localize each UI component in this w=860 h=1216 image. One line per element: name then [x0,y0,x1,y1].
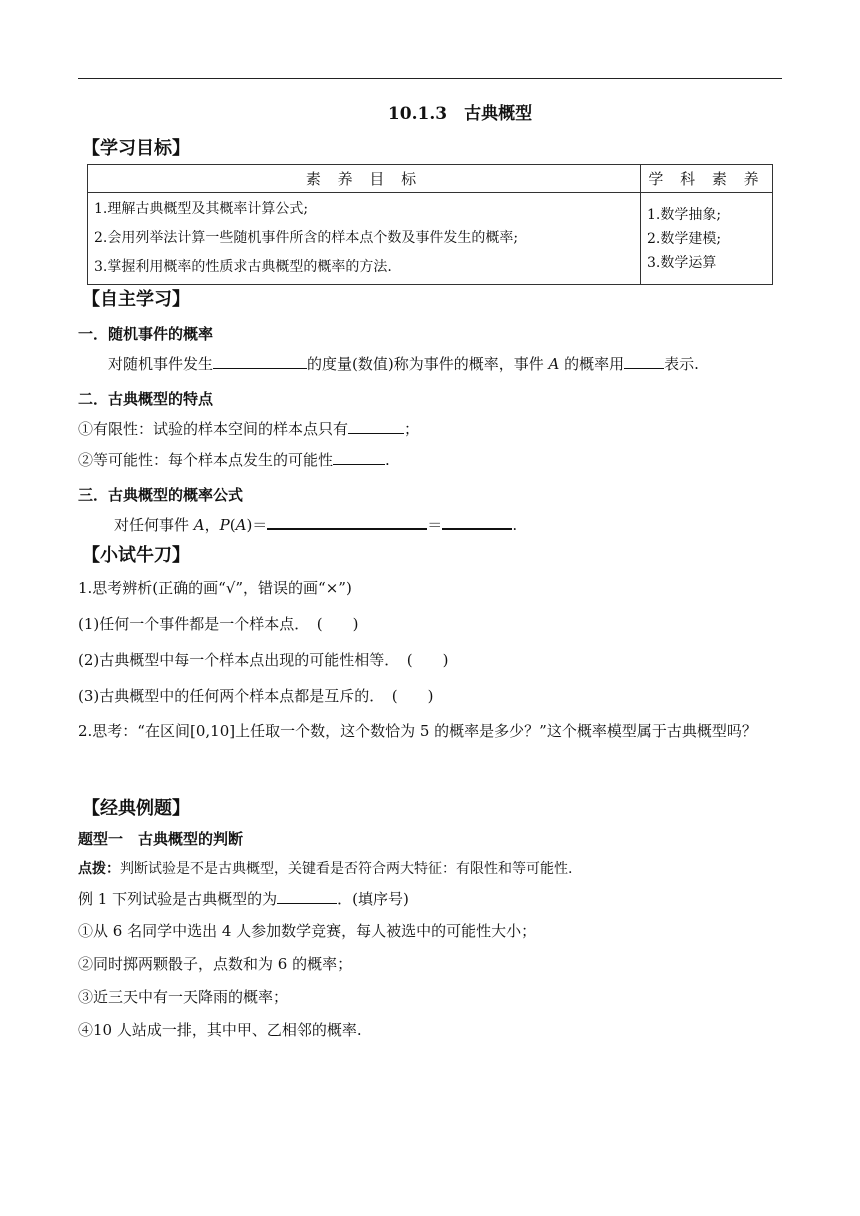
header-rule [78,78,782,79]
heading-classical-features: 二．古典概型的特点 [78,390,214,408]
example-1: 例 1 下列试验是古典概型的为 ．(填序号) [78,884,782,915]
question-1-item: (1)任何一个事件都是一个样本点． ( ) [78,615,359,633]
paragraph-finiteness: ①有限性：试验的样本空间的样本点只有 ； [78,414,782,445]
section-self-study-heading: 【自主学习】 [82,289,190,310]
goal-item: 2.会用列举法计算一些随机事件所含的样本点个数及事件发生的概率; [94,230,519,246]
paragraph-probability-definition: 对随机事件发生 的度量(数值)称为事件的概率，事件 A 的概率用 表示. [78,349,782,380]
example-1-option: ④10 人站成一排，其中甲、乙相邻的概率. [78,1021,362,1039]
fill-blank[interactable] [442,510,512,530]
literacy-col-header: 学 科 素 养 [641,165,773,193]
question-2: 2.思考：“在区间[0,10]上任取一个数，这个数恰为 5 的概率是多少？”这个概率模型属于古典概型吗？ [78,722,757,740]
heading-type-1: 题型一 古典概型的判断 [78,830,244,848]
example-1-option: ②同时掷两颗骰子，点数和为 6 的概率； [78,955,353,973]
example-1-option: ③近三天中有一天降雨的概率； [78,988,289,1006]
literacy-item: 2.数学建模; [647,230,722,247]
paragraph-equal-likelihood: ②等可能性：每个样本点发生的可能性 . [78,445,782,476]
section-examples-heading: 【经典例题】 [82,798,190,819]
fill-blank[interactable] [333,446,385,465]
document-page [78,94,782,1047]
hint-paragraph: 点拨：判断试验是不是古典概型，关键看是否符合两大特征：有限性和等可能性. [78,861,573,877]
fill-blank[interactable] [348,415,404,434]
goals-table [87,164,773,285]
fill-blank[interactable] [267,510,427,530]
literacy-item: 3.数学运算 [647,254,717,271]
fill-blank[interactable] [213,350,307,369]
hint-label: 点拨： [78,861,120,877]
question-1-item: (2)古典概型中每一个样本点出现的可能性相等． ( ) [78,651,449,669]
literacy-cell [641,193,773,285]
literacy-item: 1.数学抽象; [647,206,722,223]
goal-item: 1.理解古典概型及其概率计算公式; [94,201,309,217]
fill-blank[interactable] [624,350,664,369]
example-1-option: ①从 6 名同学中选出 4 人参加数学竞赛，每人被选中的可能性大小； [78,922,537,940]
goal-item: 3.掌握利用概率的性质求古典概型的概率的方法. [94,259,392,275]
section-goals-heading: 【学习目标】 [82,138,190,159]
question-1: 1.思考辨析(正确的画“√”，错误的画“×”) [78,579,352,597]
paragraph-formula: 对任何事件 A，P(A)＝ ＝ . [78,510,782,541]
section-trial-heading: 【小试牛刀】 [82,545,190,566]
goals-cell [88,193,641,285]
goals-col-header: 素 养 目 标 [88,165,641,193]
heading-probability-formula: 三．古典概型的概率公式 [78,486,244,504]
question-1-item: (3)古典概型中的任何两个样本点都是互斥的． ( ) [78,687,434,705]
heading-random-event-probability: 一．随机事件的概率 [78,325,214,343]
page-title: 10.1.3 古典概型 [387,104,533,124]
fill-blank[interactable] [277,885,337,904]
